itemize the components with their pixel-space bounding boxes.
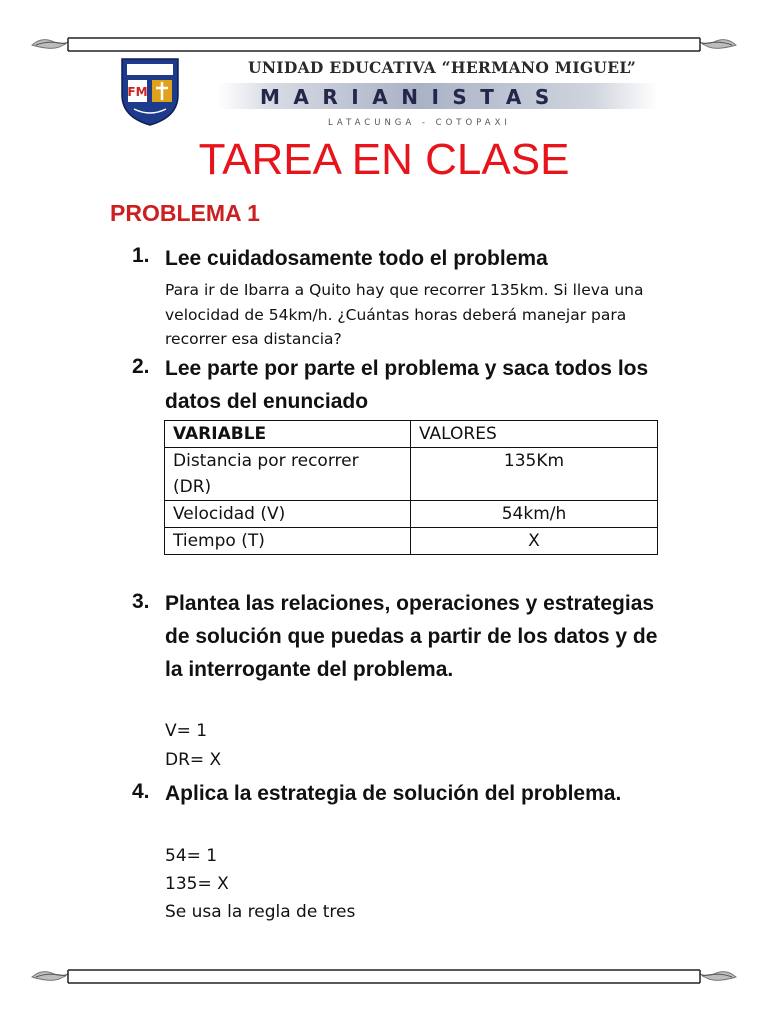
school-header (118, 55, 658, 130)
step-3-line-2: DR= X (165, 750, 222, 770)
step-3-line-1: V= 1 (165, 721, 208, 741)
school-seal-logo (118, 55, 182, 127)
problem-statement: Para ir de Ibarra a Quito hay que recorrer 135km. Si lleva una velocidad de 54km/h. ¿Cuántas horas deberá manejar para recorrer esa distancia? (165, 281, 644, 348)
step-4-line-3: Se usa la regla de tres (165, 902, 356, 922)
table-cell-value: 135Km (411, 448, 658, 501)
table-cell-variable: Tiempo (T) (165, 528, 411, 555)
step-3-number: 3. (132, 590, 150, 613)
step-1-title: Lee cuidadosamente todo el problema (165, 247, 548, 270)
table-row (165, 501, 658, 528)
seal-initials: FM (127, 85, 148, 99)
table-row (165, 448, 658, 501)
banner-text: MARIANISTAS (260, 85, 563, 109)
page-title: TAREA EN CLASE (198, 135, 570, 184)
school-location: LATACUNGA - COTOPAXI (328, 118, 511, 128)
table-cell-variable: Distancia por recorrer (DR) (165, 448, 411, 501)
step-3-title: Plantea las relaciones, operaciones y estrategias de solución que puedas a partir de los datos y de la interrogante del problema. (165, 592, 658, 681)
table-cell-value: X (411, 528, 658, 555)
table-header-row (165, 421, 658, 448)
step-2-number: 2. (132, 355, 150, 378)
step-1-number: 1. (132, 244, 150, 267)
bottom-border-ornament (28, 962, 740, 992)
data-table (164, 420, 658, 555)
table-header-values: VALORES (411, 421, 658, 448)
step-4-line-1: 54= 1 (165, 846, 218, 866)
step-4-line-2: 135= X (165, 874, 229, 894)
problem-heading: PROBLEMA 1 (110, 200, 260, 226)
table-header-variable: VARIABLE (165, 421, 411, 448)
step-4-number: 4. (132, 780, 150, 803)
table-cell-variable: Velocidad (V) (165, 501, 411, 528)
table-cell-value: 54km/h (411, 501, 658, 528)
step-4-title: Aplica la estrategia de solución del problema. (165, 782, 622, 805)
step-2-title: Lee parte por parte el problema y saca todos los datos del enunciado (165, 357, 649, 413)
school-name: UNIDAD EDUCATIVA “HERMANO MIGUEL” (248, 58, 637, 77)
table-row (165, 528, 658, 555)
